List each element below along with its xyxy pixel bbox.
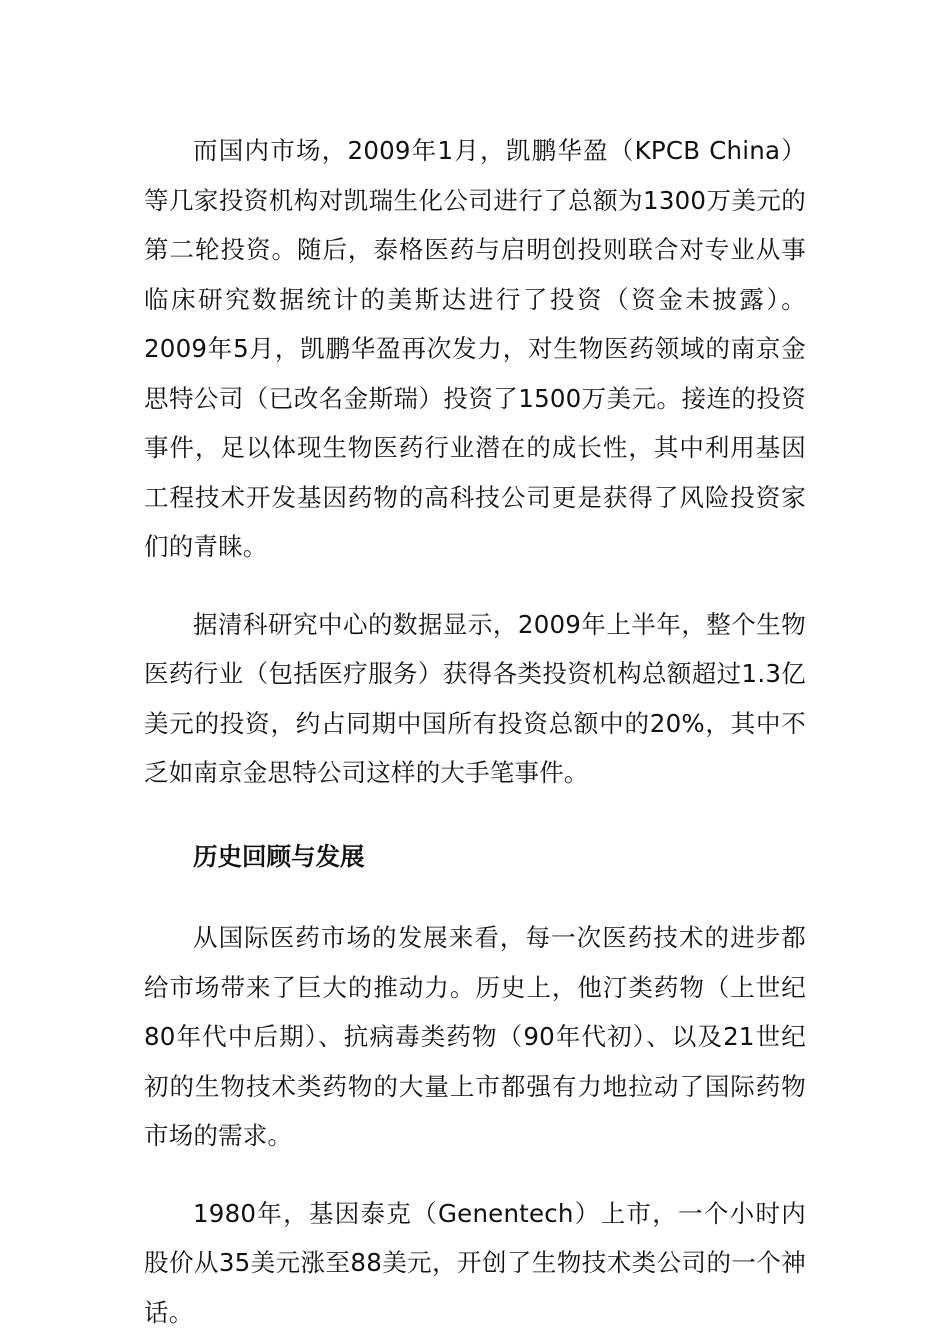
paragraph-genentech: 1980年，基因泰克（Genentech）上市，一个小时内股价从35美元涨至88美元，开创了生物技术类公司的一个神话。 (144, 1198, 806, 1327)
document-page (144, 126, 806, 1337)
paragraph-international-market: 从国际医药市场的发展来看，每一次医药技术的进步都给市场带来了巨大的推动力。历史上，他汀类药物（上世纪80年代中后期）、抗病毒类药物（90年代初）、以及21世纪初的生物技术类药物的大量上市都强有力地拉动了国际药物市场的需求。 (144, 923, 806, 1150)
section-heading: 历史回顾与发展 (193, 841, 365, 871)
paragraph-domestic-market: 而国内市场，2009年1月，凯鹏华盈（KPCB China）等几家投资机构对凯瑞生化公司进行了总额为1300万美元的第二轮投资。随后，泰格医药与启明创投则联合对专业从事临床研究数据统计的美斯达进行了投资（资金未披露）。2009年5月，凯鹏华盈再次发力，对生物医药领域的南京金思特公司（已改名金斯瑞）投资了1500万美元。接连的投资事件，足以体现生物医药行业潜在的成长性，其中利用基因工程技术开发基因药物的高科技公司更是获得了风险投资家们的青睐。 (144, 136, 806, 561)
paragraph-qingke-data: 据清科研究中心的数据显示，2009年上半年，整个生物医药行业（包括医疗服务）获得各类投资机构总额超过1.3亿美元的投资，约占同期中国所有投资总额中的20%，其中不乏如南京金思特公司这样的大手笔事件。 (144, 609, 806, 787)
